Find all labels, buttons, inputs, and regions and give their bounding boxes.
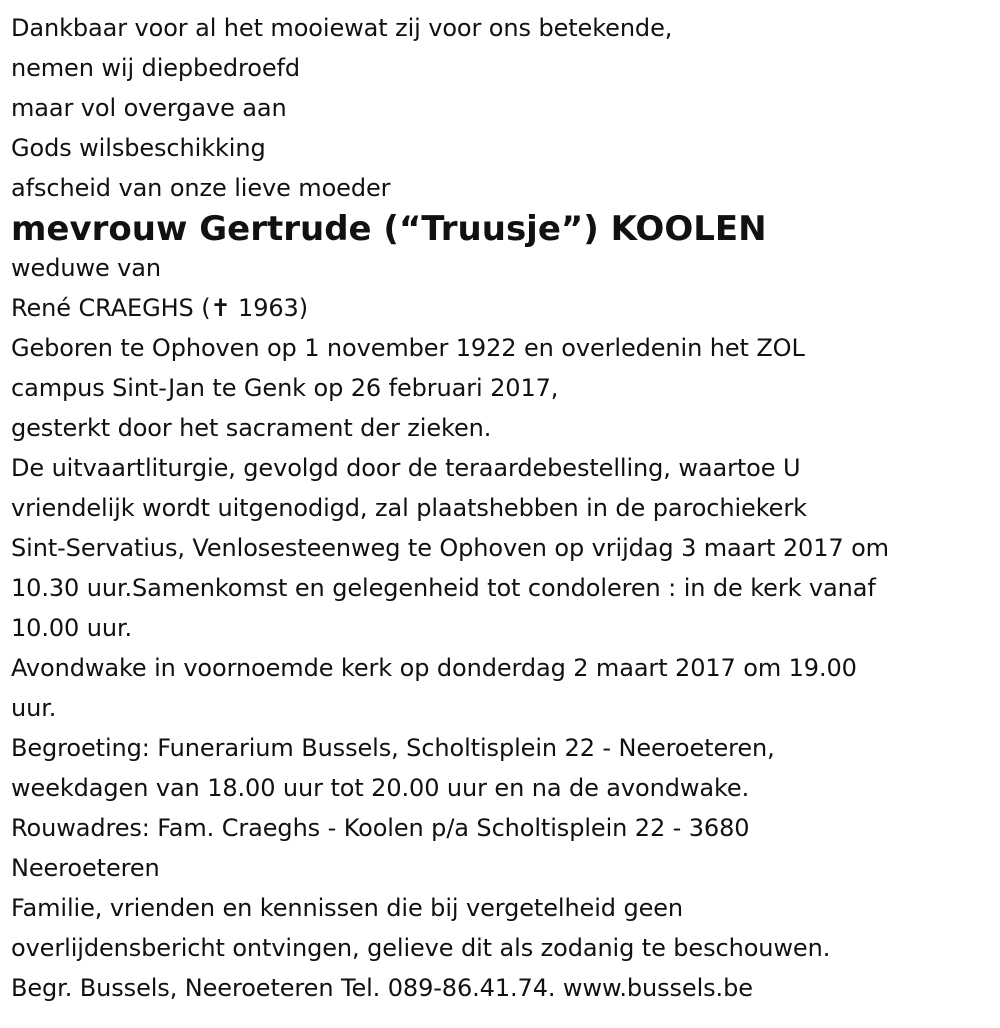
body-line: Sint-Servatius, Venlosesteenweg te Ophoven op vrijdag 3 maart 2017 om [11, 534, 889, 562]
death-notice [11, 8, 996, 1008]
spouse-death-year: 1963) [230, 294, 308, 322]
body-line: Geboren te Ophoven op 1 november 1922 en overledenin het ZOL [11, 334, 805, 362]
body-line: overlijdensbericht ontvingen, gelieve dit als zodanig te beschouwen. [11, 934, 831, 962]
body-line: uur. [11, 694, 57, 722]
body-line: 10.30 uur.Samenkomst en gelegenheid tot condoleren : in de kerk vanaf [11, 574, 876, 602]
body-line: vriendelijk wordt uitgenodigd, zal plaatshebben in de parochiekerk [11, 494, 807, 522]
body-line: Rouwadres: Fam. Craeghs - Koolen p/a Scholtisplein 22 - 3680 [11, 814, 750, 842]
cross-icon: ✝ [210, 294, 231, 322]
intro-line: nemen wij diepbedroefd [11, 54, 300, 82]
intro-line: Dankbaar voor al het mooiewat zij voor ons betekende, [11, 14, 673, 42]
body-line: campus Sint-Jan te Genk op 26 februari 2017, [11, 374, 559, 402]
widow-label: weduwe van [11, 254, 161, 282]
spouse-line [11, 288, 996, 328]
body-line: weekdagen van 18.00 uur tot 20.00 uur en na de avondwake. [11, 774, 750, 802]
intro-line: maar vol overgave aan [11, 94, 287, 122]
intro-line: afscheid van onze lieve moeder [11, 174, 391, 202]
body-line: 10.00 uur. [11, 614, 133, 642]
funeral-home-contact: Begr. Bussels, Neeroeteren Tel. 089-86.41.74. www.bussels.be [11, 974, 753, 1002]
body-line: De uitvaartliturgie, gevolgd door de teraardebestelling, waartoe U [11, 454, 801, 482]
spouse-name: René CRAEGHS ( [11, 294, 211, 322]
body-line: Neeroeteren [11, 854, 160, 882]
deceased-name: mevrouw Gertrude (“Truusje”) KOOLEN [11, 209, 767, 249]
body-line: Begroeting: Funerarium Bussels, Scholtisplein 22 - Neeroeteren, [11, 734, 775, 762]
body-line: Familie, vrienden en kennissen die bij vergetelheid geen [11, 894, 684, 922]
body-line: gesterkt door het sacrament der zieken. [11, 414, 492, 442]
body-line: Avondwake in voornoemde kerk op donderdag 2 maart 2017 om 19.00 [11, 654, 857, 682]
intro-line: Gods wilsbeschikking [11, 134, 266, 162]
